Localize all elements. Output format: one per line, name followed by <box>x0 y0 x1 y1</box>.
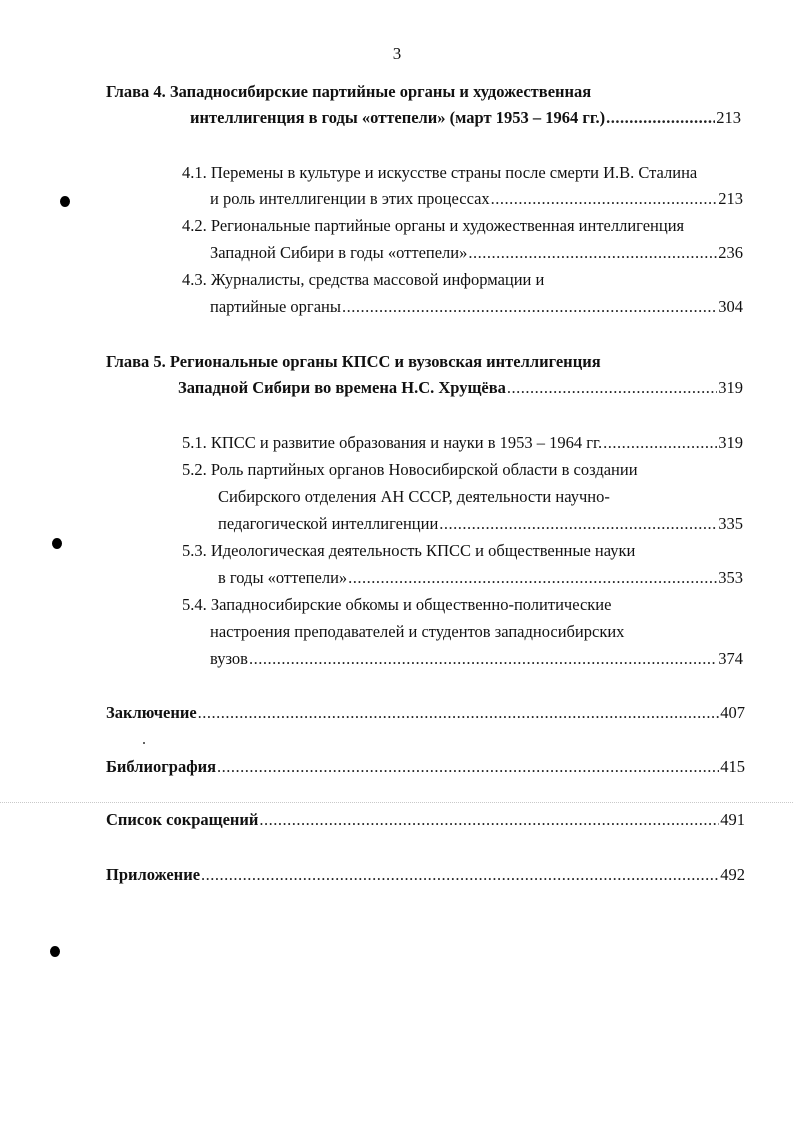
section-5-1-page: 319 <box>718 433 743 452</box>
chapter-4-page: 213 <box>716 108 741 127</box>
section-4-1-line-1: 4.1. Перемены в культуре и искусстве страны после смерти И.В. Сталина <box>182 163 698 182</box>
toc-entry-appendix: Приложение ..... 492 <box>106 865 745 887</box>
chapter-4-title-line-2: интеллигенция в годы «оттепели» (март 1953 – 1964 гг.) ..... 213 <box>190 108 741 130</box>
section-5-3-line-2: в годы «оттепели» ..... 353 <box>218 568 743 590</box>
section-4-3-line-2: партийные органы ..... 304 <box>210 297 743 319</box>
section-5-1-line-1: 5.1. КПСС и развитие образования и науки в 1953 – 1964 гг. ..... 319 <box>182 433 743 455</box>
scan-artifact-line <box>0 802 793 803</box>
chapter-5-title-line-2: Западной Сибири во времена Н.С. Хрущёва ..... 319 <box>178 378 743 400</box>
section-5-4-line-3: вузов ..... 374 <box>210 649 743 671</box>
page-number: 3 <box>392 44 402 63</box>
leader-dots <box>606 108 715 128</box>
conclusion-page: 407 <box>720 703 745 722</box>
leader-dots <box>259 810 719 830</box>
leader-dots <box>249 649 717 669</box>
section-5-4-line-2: настроения преподавателей и студентов западносибирских <box>210 622 625 641</box>
section-5-2-line-2: Сибирского отделения АН СССР, деятельности научно- <box>218 487 610 506</box>
scan-speck <box>143 742 145 744</box>
leader-dots <box>348 568 717 588</box>
leader-dots <box>201 865 719 885</box>
section-5-2-page: 335 <box>718 514 743 533</box>
toc-entry-bibliography: Библиография ..... 415 <box>106 757 745 779</box>
section-5-3-page: 353 <box>718 568 743 587</box>
leader-dots <box>491 189 718 209</box>
abbreviations-page: 491 <box>720 810 745 829</box>
section-5-2-line-3: педагогической интеллигенции ..... 335 <box>218 514 743 536</box>
leader-dots <box>603 433 717 453</box>
section-4-3-page: 304 <box>718 297 743 316</box>
binder-hole-mark <box>50 946 60 957</box>
toc-entry-conclusion: Заключение ..... 407 <box>106 703 745 725</box>
section-4-2-line-2: Западной Сибири в годы «оттепели» ..... 236 <box>210 243 743 265</box>
section-5-3-line-1: 5.3. Идеологическая деятельность КПСС и общественные науки <box>182 541 636 560</box>
leader-dots <box>342 297 717 317</box>
section-4-2-page: 236 <box>718 243 743 262</box>
appendix-page: 492 <box>720 865 745 884</box>
section-4-3-line-1: 4.3. Журналисты, средства массовой информации и <box>182 270 545 289</box>
leader-dots <box>468 243 717 263</box>
section-4-2-line-1: 4.2. Региональные партийные органы и художественная интеллигенция <box>182 216 685 235</box>
chapter-5-title-line-1: Глава 5. Региональные органы КПСС и вузовская интеллигенция <box>106 352 601 371</box>
section-4-1-line-2: и роль интеллигенции в этих процессах ..... 213 <box>210 189 743 211</box>
section-5-2-line-1: 5.2. Роль партийных органов Новосибирской области в создании <box>182 460 638 479</box>
toc-entry-abbreviations: Список сокращений ..... 491 <box>106 810 745 832</box>
leader-dots <box>507 378 717 398</box>
chapter-5-page: 319 <box>718 378 743 397</box>
leader-dots <box>439 514 717 534</box>
section-4-1-page: 213 <box>718 189 743 208</box>
binder-hole-mark <box>52 538 62 549</box>
leader-dots <box>198 703 720 723</box>
chapter-4-title-line-1: Глава 4. Западносибирские партийные органы и художественная <box>106 82 592 101</box>
section-5-4-page: 374 <box>718 649 743 668</box>
bibliography-page: 415 <box>720 757 745 776</box>
section-5-4-line-1: 5.4. Западносибирские обкомы и общественно-политические <box>182 595 612 614</box>
leader-dots <box>217 757 719 777</box>
binder-hole-mark <box>60 196 70 207</box>
